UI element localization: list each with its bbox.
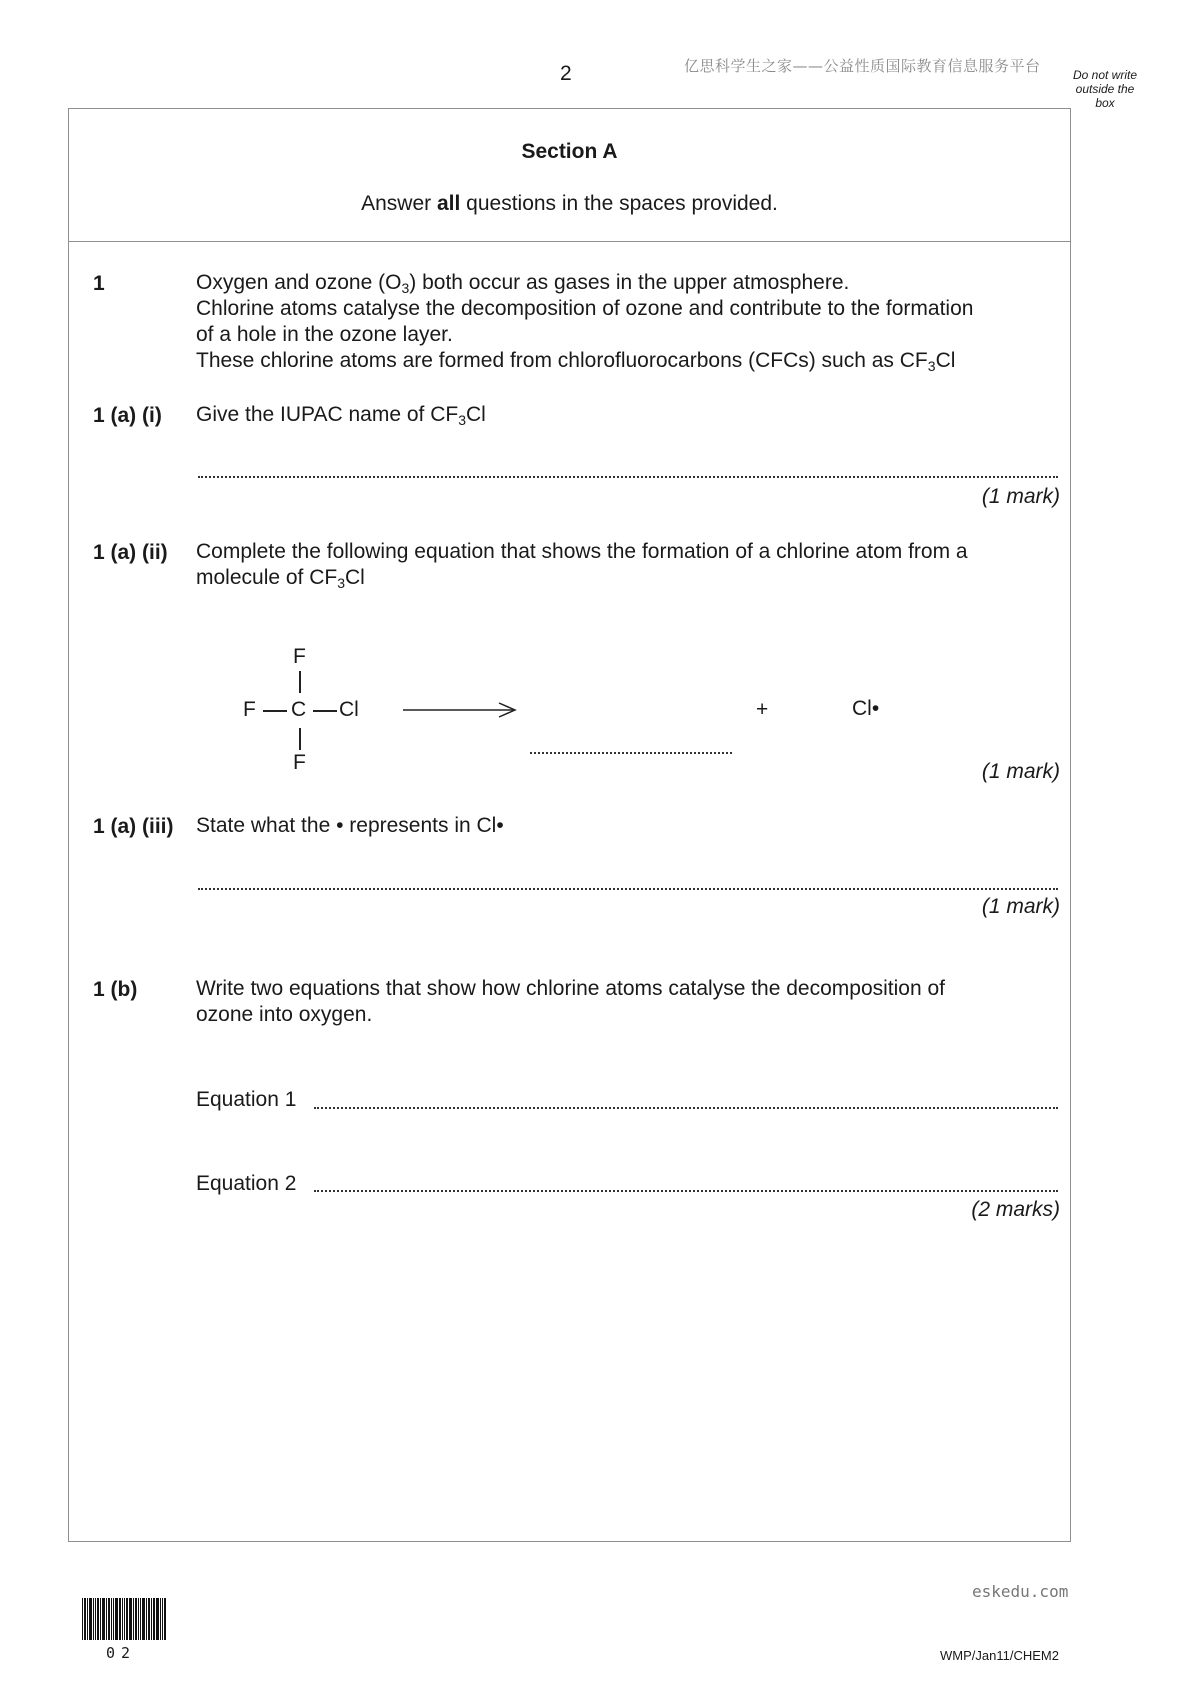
structure-atom-top: F [293,645,306,668]
question-number: 1 (a) (i) [93,404,162,427]
answer-line[interactable] [530,752,732,754]
structure-bond [313,710,337,712]
question-intro-line: These chlorine atoms are formed from chlorofluorocarbons (CFCs) such as $CF_3Cl$ [196,349,956,374]
marks-label: (2 marks) [971,1198,1060,1221]
question-number: 1 (b) [93,978,138,1001]
chlorine-radical: Cl• [852,697,880,720]
answer-line[interactable] [198,476,1058,478]
marks-label: (1 mark) [981,895,1060,918]
section-instruction: Answer all questions in the spaces provided. [361,192,778,215]
structure-atom-right: Cl [339,698,359,721]
equation-1-label: Equation 1 [196,1088,297,1111]
question-text: State what the • represents in Cl• [196,814,504,837]
watermark: 亿思科学生之家——公益性质国际教育信息服务平台 [684,57,1041,75]
structure-atom-center: C [291,698,307,721]
barcode [82,1598,177,1640]
plus-sign: + [756,698,769,721]
structure-bond [299,728,301,750]
question-text: ozone into oxygen. [196,1003,373,1026]
page-number: 2 [560,62,572,85]
question-intro-line: Oxygen and ozone $(O_3)$ both occur as gases in the upper atmosphere. [196,271,850,296]
structure-bond [263,710,287,712]
equation-2-answer-line[interactable] [314,1190,1058,1192]
question-number: 1 (a) (iii) [93,815,174,838]
section-title: Section A [521,140,618,163]
equation-1-answer-line[interactable] [314,1107,1058,1109]
marks-label: (1 mark) [981,485,1060,508]
marks-label: (1 mark) [981,760,1060,783]
reaction-arrow-icon [403,700,518,720]
structure-atom-left: F [243,698,256,721]
section-divider [68,241,1071,242]
structure-atom-bottom: F [293,751,306,774]
question-intro-line: Chlorine atoms catalyse the decomposition of ozone and contribute to the formation [196,297,974,320]
footer-site: eskedu.com [972,1582,1069,1601]
question-number: 1 (a) (ii) [93,541,168,564]
question-number: 1 [93,272,105,295]
margin-note: Do not write outside the box [1072,68,1138,110]
question-text: Complete the following equation that shows the formation of a chlorine atom from a [196,540,968,563]
question-text: Give the IUPAC name of $CF_3Cl$ [196,403,486,428]
structure-bond [299,671,301,693]
equation-2-label: Equation 2 [196,1172,297,1195]
question-text: molecule of $CF_3Cl$ [196,566,365,591]
barcode-number: 02 [106,1644,137,1662]
question-text: Write two equations that show how chlorine atoms catalyse the decomposition of [196,977,946,1000]
paper-code: WMP/Jan11/CHEM2 [940,1648,1059,1663]
question-intro-line: of a hole in the ozone layer. [196,323,453,346]
answer-line[interactable] [198,888,1058,890]
